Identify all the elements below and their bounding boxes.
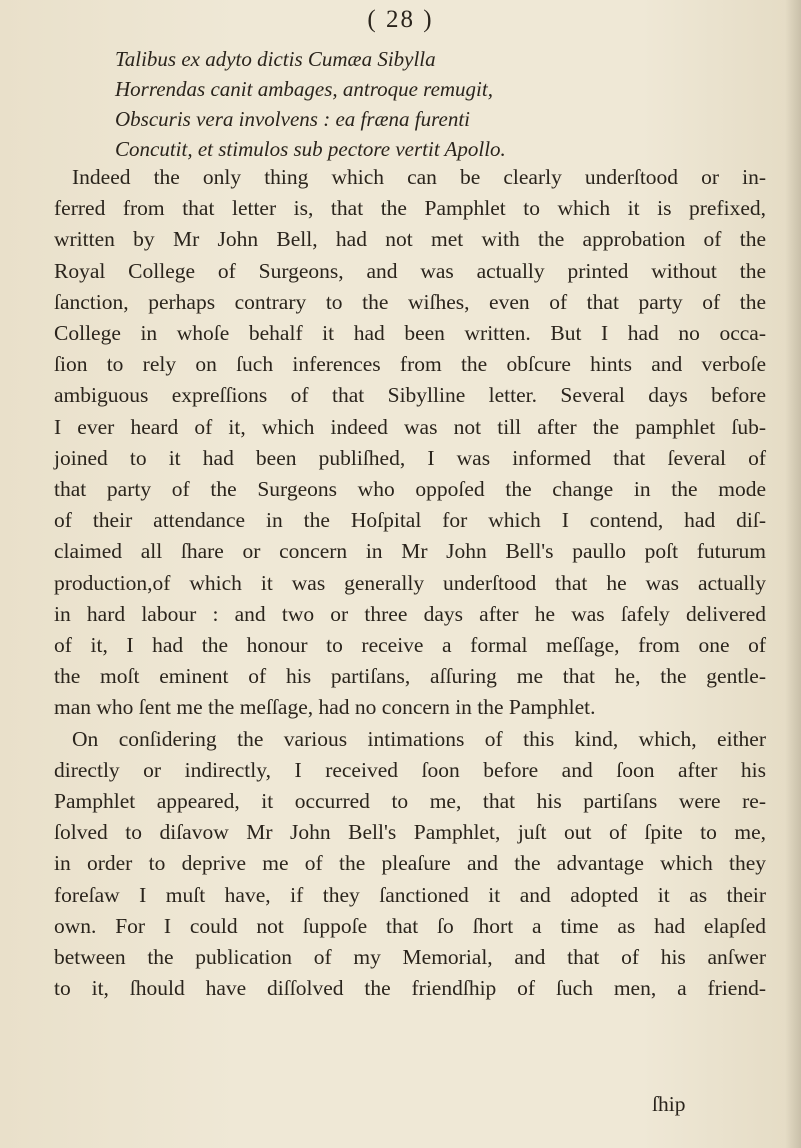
text-line: College in whoſe behalf it had been written. But I had no occa- bbox=[54, 321, 766, 346]
text-line: in order to deprive me of the pleaſure and the advantage which they bbox=[54, 851, 766, 876]
text-line: Indeed the only thing which can be clearly underſtood or in- bbox=[72, 165, 766, 189]
text-line: ferred from that letter is, that the Pamphlet to which it is prefixed, bbox=[54, 196, 766, 221]
text-line: joined to it had been publiſhed, I was informed that ſeveral of bbox=[54, 445, 766, 470]
catchword: ſhip bbox=[652, 1092, 686, 1116]
verse-line: Concutit, et stimulos sub pectore vertit Apollo. bbox=[115, 137, 506, 161]
page-number: ( 28 ) bbox=[367, 6, 434, 33]
text-line: On conſidering the various intimations of this kind, which, either bbox=[72, 726, 766, 751]
text-line: ſolved to diſavow Mr John Bell's Pamphlet, juſt out of ſpite to me, bbox=[54, 820, 766, 845]
text-line: Pamphlet appeared, it occurred to me, that his partiſans were re- bbox=[54, 789, 766, 814]
text-line: ambiguous expreſſions of that Sibylline letter. Several days before bbox=[54, 383, 766, 408]
text-line: of their attendance in the Hoſpital for which I contend, had diſ- bbox=[54, 508, 766, 533]
text-line: ſion to rely on ſuch inferences from the obſcure hints and verboſe bbox=[54, 352, 766, 377]
page-edge-shadow bbox=[785, 0, 801, 1148]
text-line: between the publication of my Memorial, and that of his anſwer bbox=[54, 945, 766, 970]
text-line: I ever heard of it, which indeed was not till after the pamphlet ſub- bbox=[54, 414, 766, 439]
verse-line: Horrendas canit ambages, antroque remugit, bbox=[115, 77, 493, 101]
text-line: production,of which it was generally underſtood that he was actually bbox=[54, 570, 766, 595]
text-line: that party of the Surgeons who oppoſed the change in the mode bbox=[54, 477, 766, 502]
verse-line: Obscuris vera involvens : ea fræna furenti bbox=[115, 107, 471, 131]
body-text bbox=[54, 162, 766, 1004]
text-line: in hard labour : and two or three days after he was ſafely delivered bbox=[54, 601, 766, 626]
text-line: claimed all ſhare or concern in Mr John Bell's paullo poſt futurum bbox=[54, 539, 766, 564]
latin-verse-quote bbox=[115, 44, 755, 164]
text-line: the moſt eminent of his partiſans, aſſuring me that he, the gentle- bbox=[54, 664, 766, 689]
text-line: man who ſent me the meſſage, had no concern in the Pamphlet. bbox=[54, 695, 596, 720]
text-line: written by Mr John Bell, had not met with the approbation of the bbox=[54, 227, 766, 252]
text-line: foreſaw I muſt have, if they ſanctioned it and adopted it as their bbox=[54, 882, 766, 907]
text-line: of it, I had the honour to receive a formal meſſage, from one of bbox=[54, 633, 766, 658]
verse-line: Talibus ex adyto dictis Cumæa Sibylla bbox=[115, 47, 436, 71]
text-line: Royal College of Surgeons, and was actually printed without the bbox=[54, 258, 766, 283]
text-line: ſanction, perhaps contrary to the wiſhes, even of that party of the bbox=[54, 289, 766, 314]
text-line: own. For I could not ſuppoſe that ſo ſhort a time as had elapſed bbox=[54, 913, 766, 938]
text-line: to it, ſhould have diſſolved the friendſhip of ſuch men, a friend- bbox=[54, 976, 766, 1001]
text-line: directly or indirectly, I received ſoon before and ſoon after his bbox=[54, 757, 766, 782]
